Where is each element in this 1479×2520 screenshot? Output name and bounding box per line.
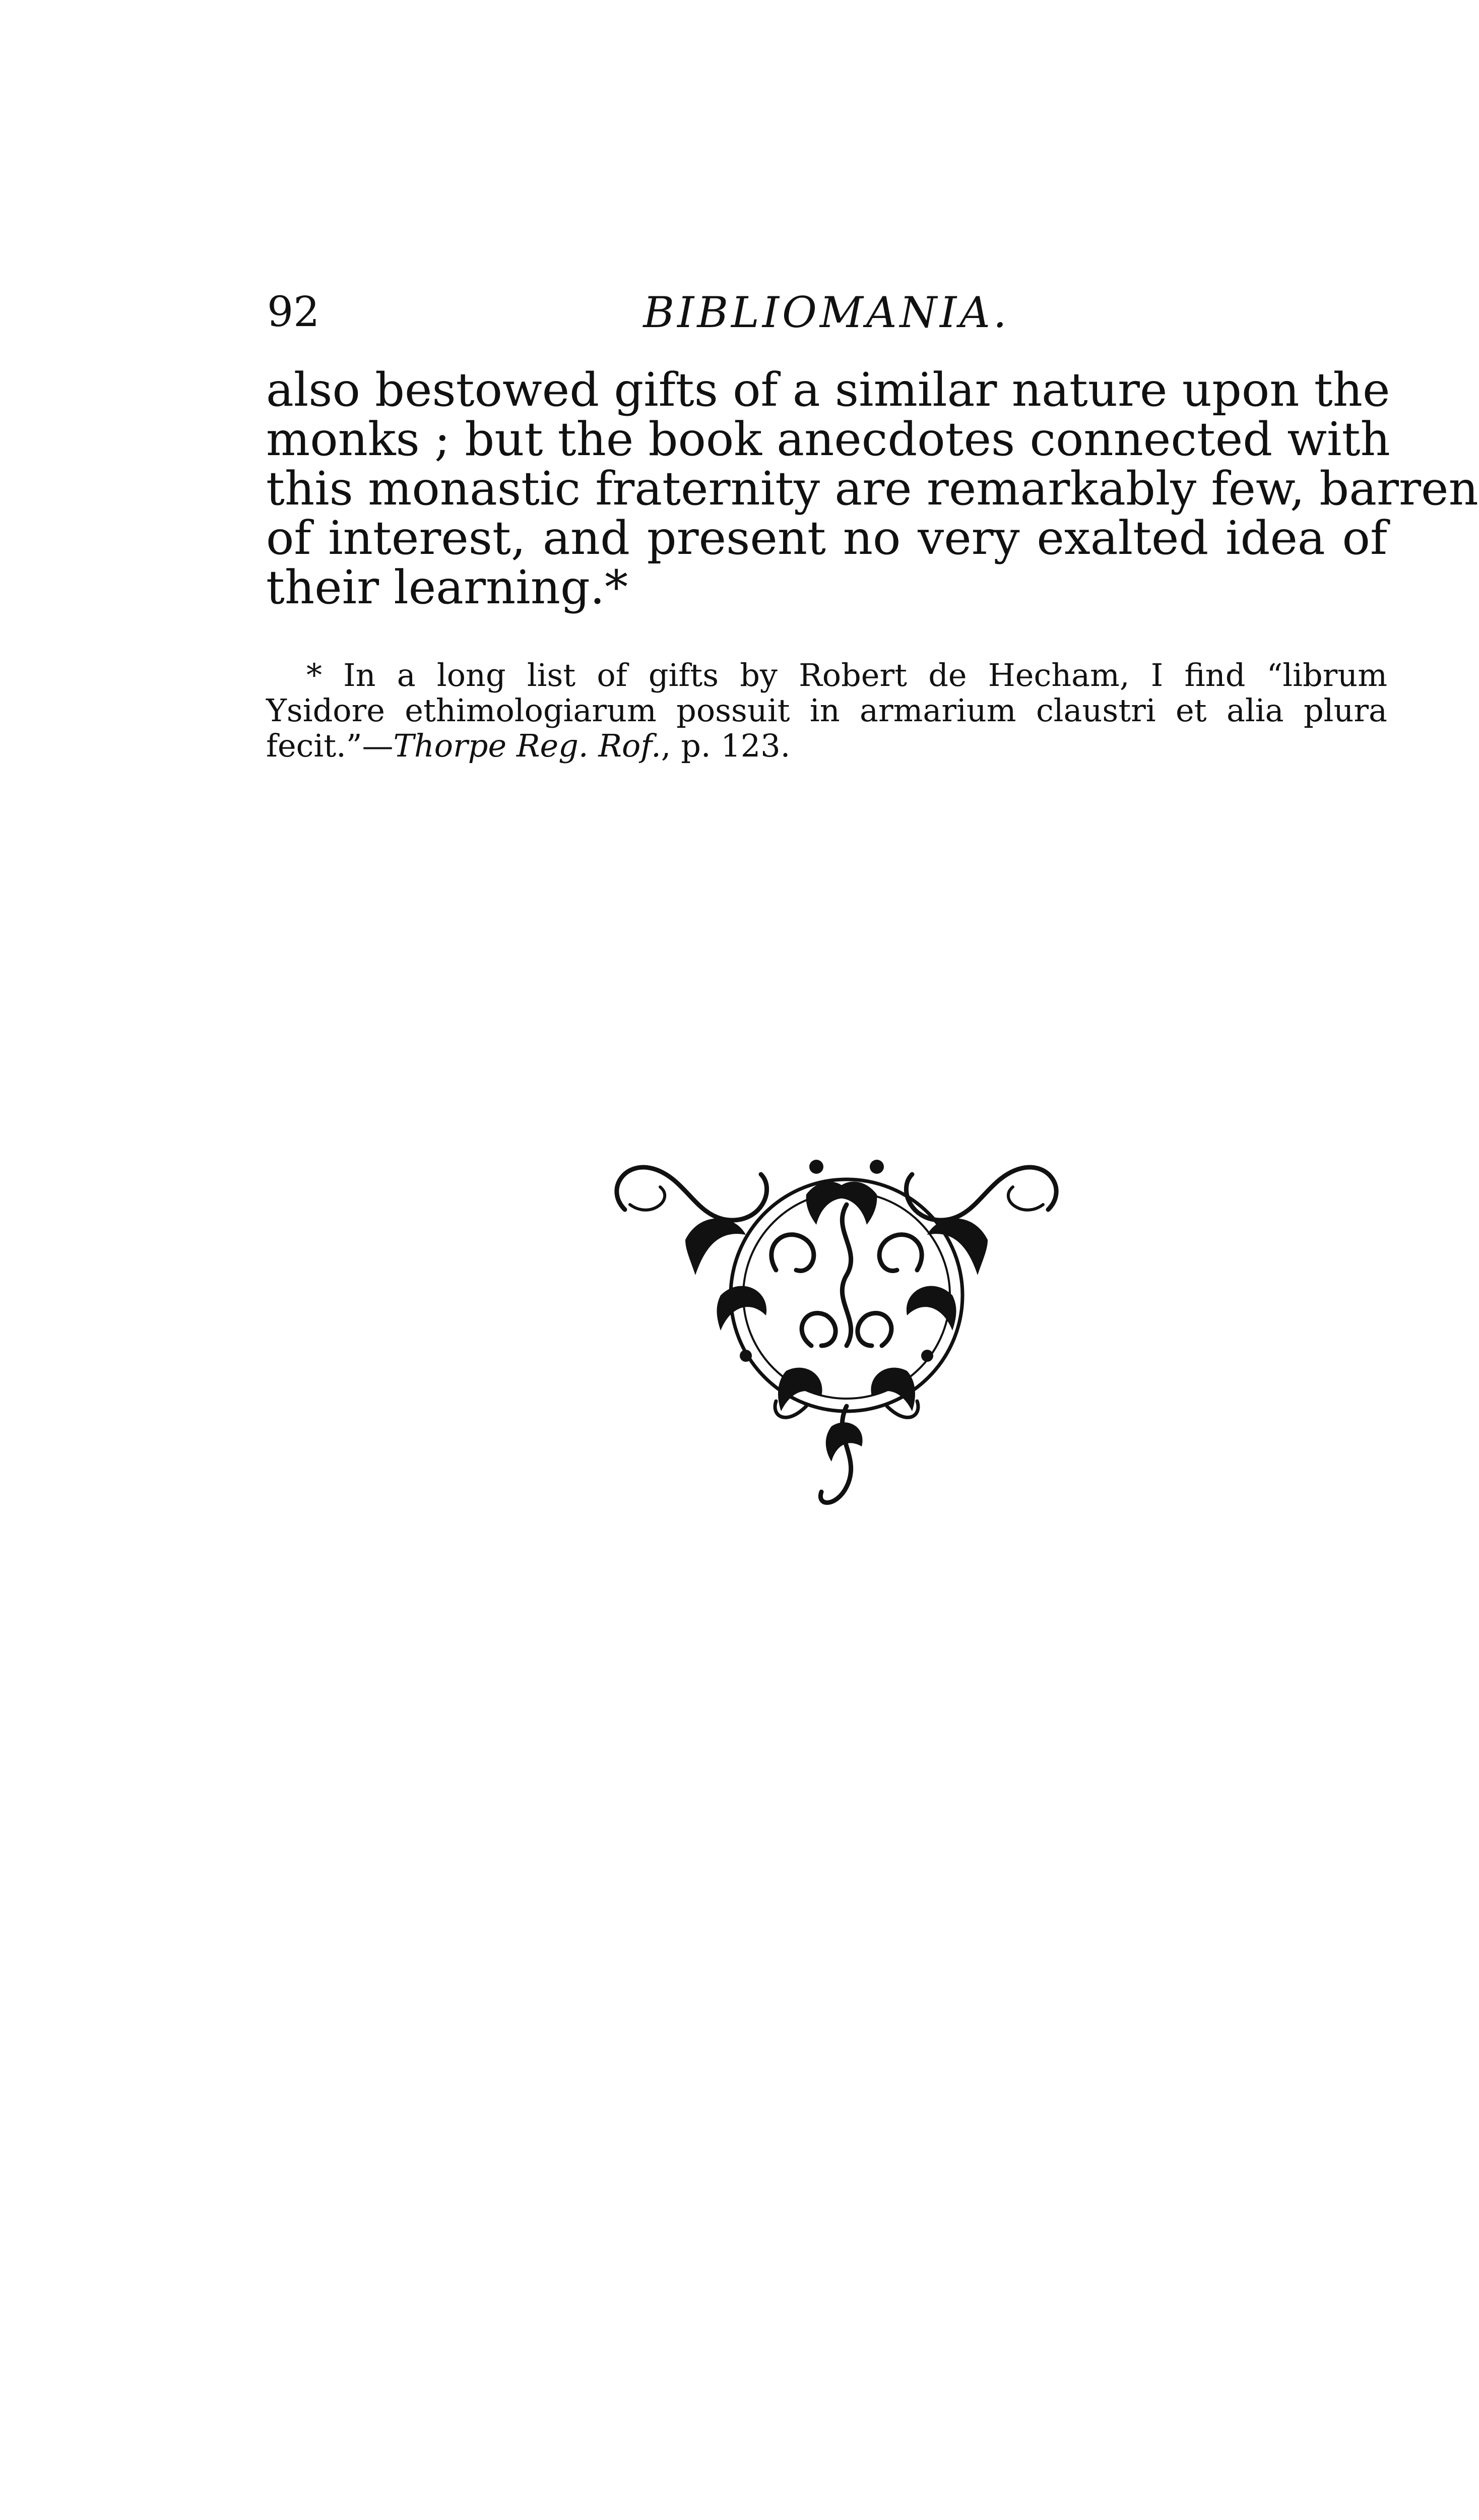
footnote-text: fecit.”— [266, 727, 394, 764]
footnote-line: Ysidore ethimologiarum possuit in armarium claustri et alia plura [266, 692, 1387, 729]
page-number: 92 [267, 288, 320, 336]
page-header [267, 285, 1386, 340]
floral-tailpiece-ornament-icon [595, 1144, 1078, 1527]
body-line: of interest, and present no very exalted idea of [266, 511, 1387, 565]
body-line: their learning.* [266, 560, 628, 614]
body-line: monks ; but the book anecdotes connected with [266, 412, 1390, 466]
footnote-page-ref: , p. 123. [661, 727, 791, 764]
body-paragraph [266, 363, 1478, 614]
footnote-citation: Thorpe Reg. Rof. [393, 727, 661, 764]
footnote-line [266, 728, 1387, 764]
running-title: BIBLIOMANIA. [643, 288, 1010, 337]
footnote [266, 658, 1387, 764]
footnote-line: * In a long list of gifts by Robert de Hecham, I find “librum [306, 657, 1387, 694]
body-line: also bestowed gifts of a similar nature upon the [266, 363, 1390, 417]
body-line: this monastic fraternity are remarkably few, barren [266, 462, 1478, 516]
